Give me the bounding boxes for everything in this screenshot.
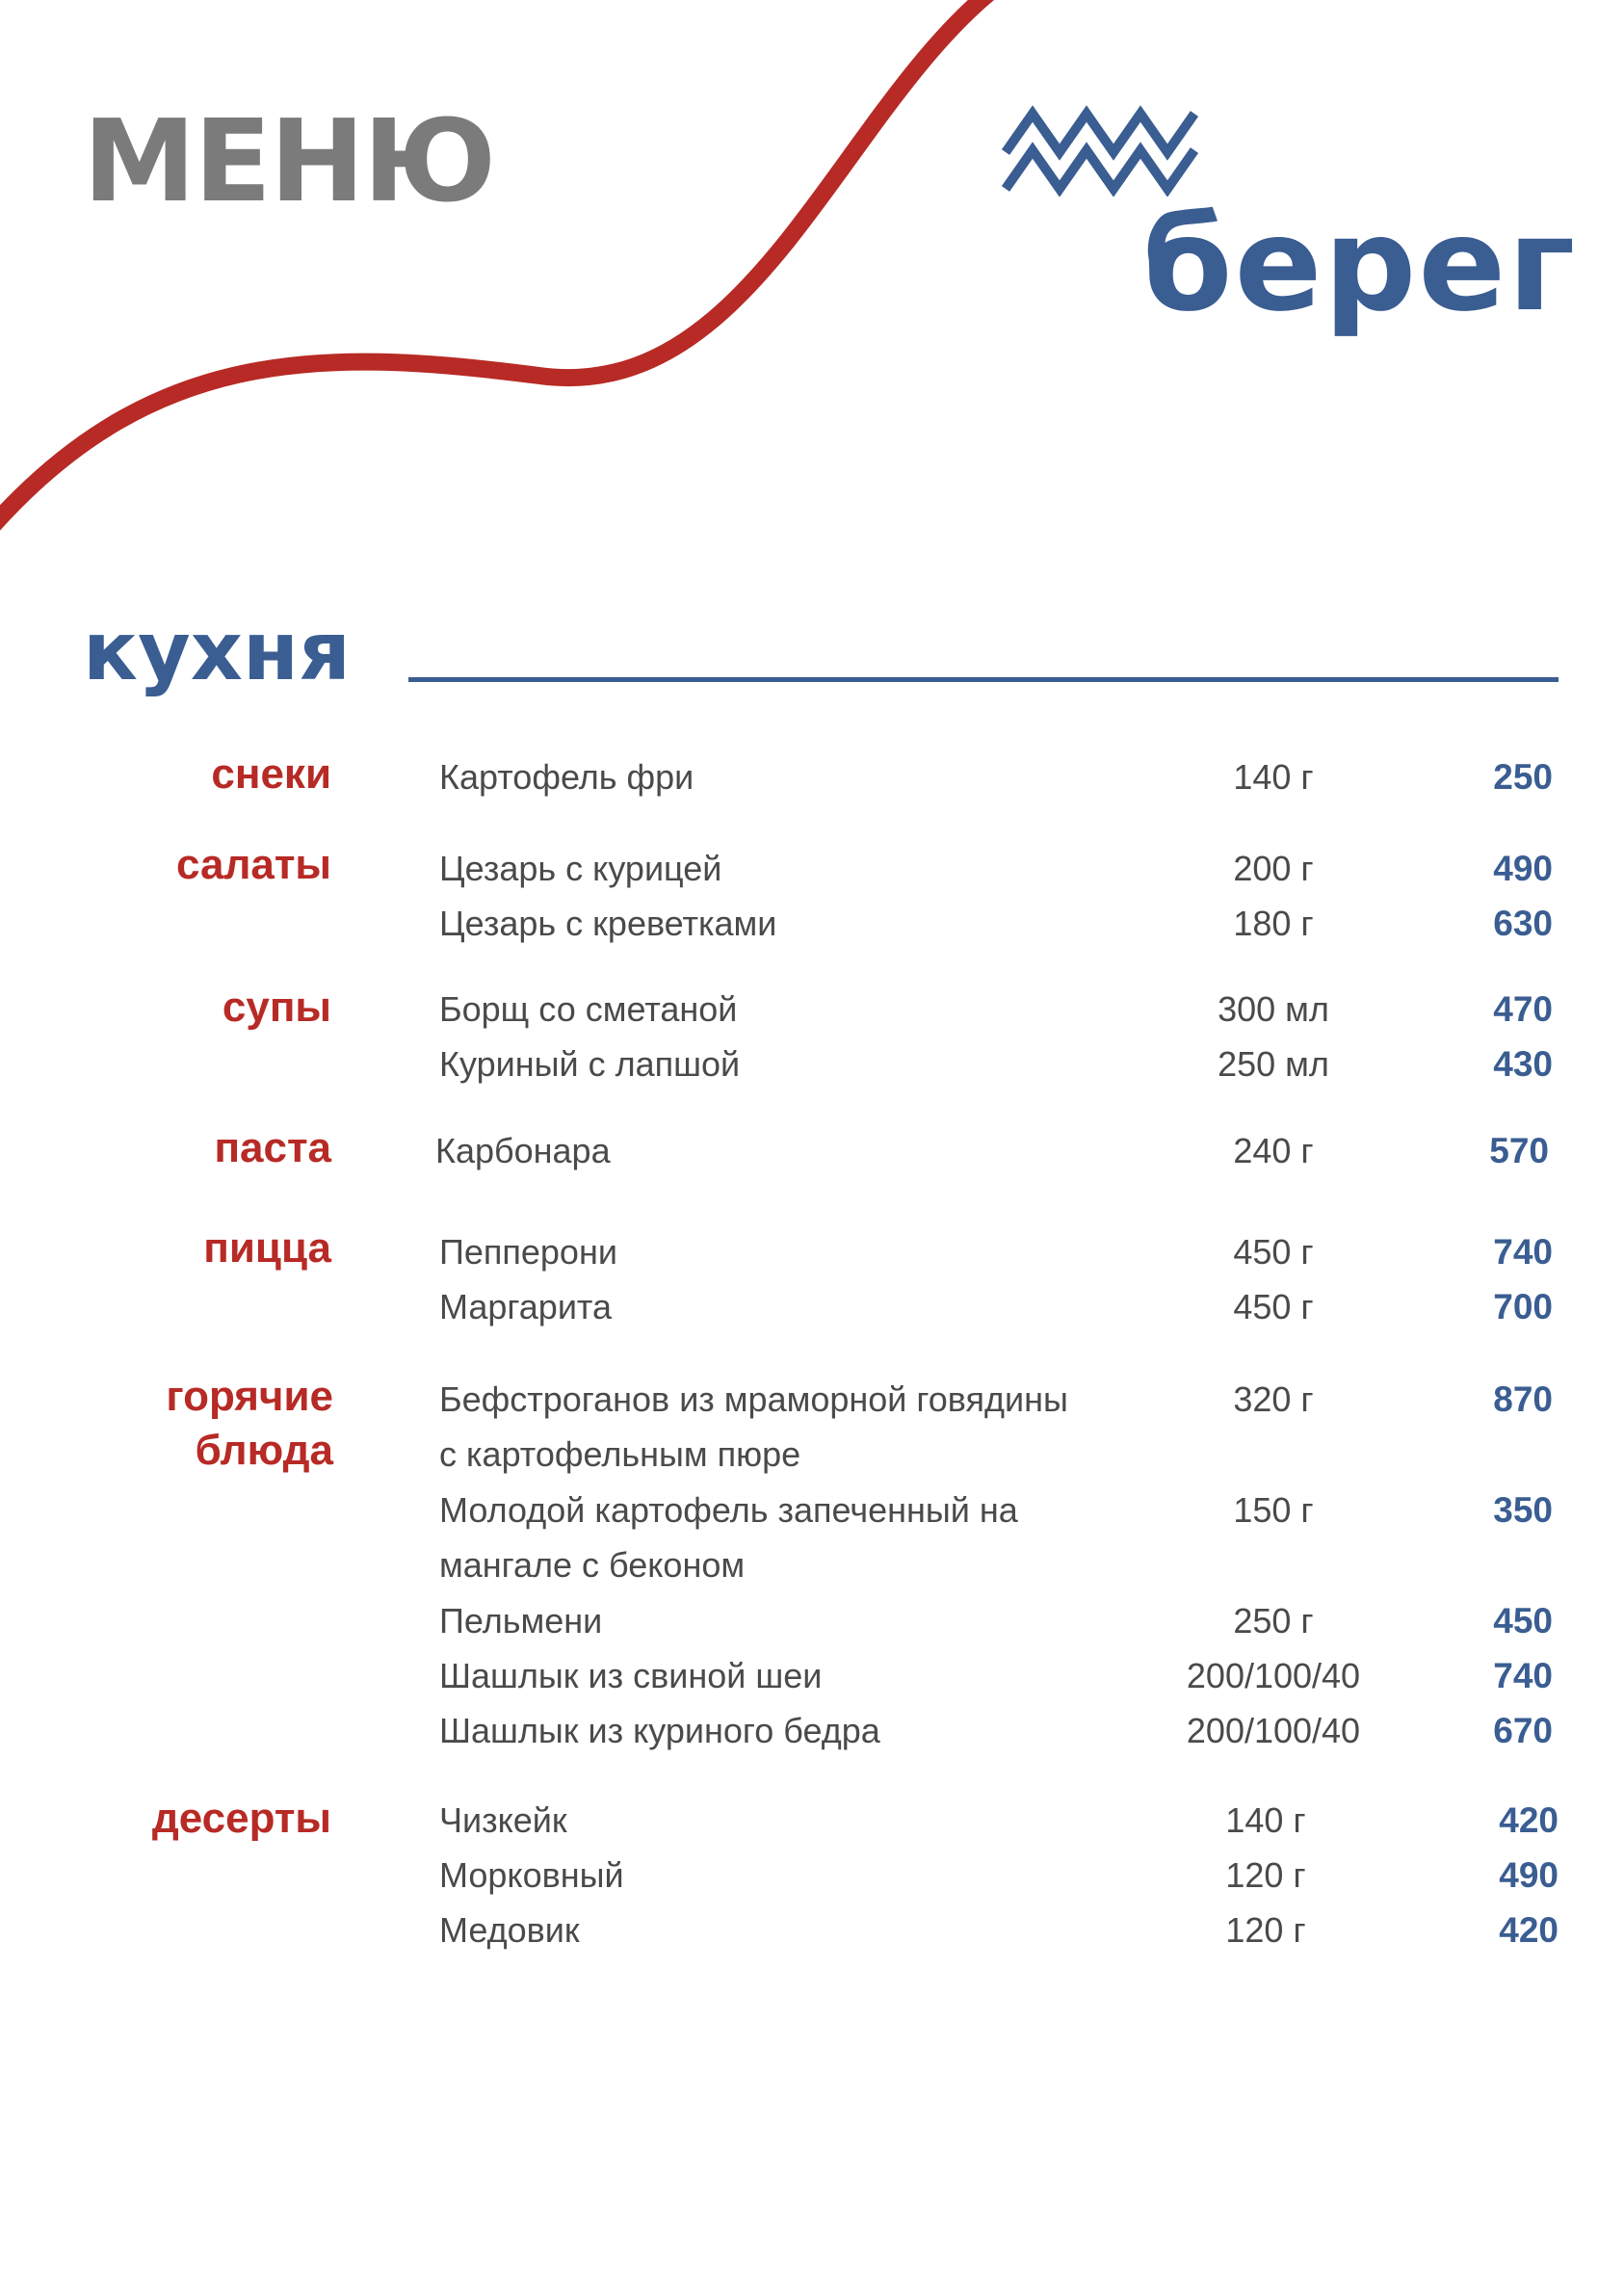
item-price: 700 <box>1493 1287 1553 1326</box>
menu-item <box>0 1372 1624 1482</box>
section-divider <box>408 677 1559 682</box>
menu-item <box>0 896 1624 951</box>
category-label: салаты <box>175 841 331 888</box>
brand-logo-text: берег <box>1142 190 1578 340</box>
item-weight: 120 г <box>1225 1910 1306 1950</box>
item-weight: 180 г <box>1233 904 1314 943</box>
item-price: 570 <box>1489 1131 1549 1170</box>
category-label: паста <box>214 1124 331 1171</box>
item-price: 740 <box>1493 1656 1553 1695</box>
item-name: Цезарь с креветками <box>439 904 777 943</box>
menu-item <box>0 1279 1624 1334</box>
category-label: горячие блюда <box>166 1373 333 1474</box>
item-weight: 240 г <box>1233 1131 1314 1170</box>
menu-item <box>0 1793 1624 1848</box>
item-weight: 450 г <box>1233 1287 1314 1326</box>
menu-item <box>0 1037 1624 1091</box>
item-name: Борщ со сметаной <box>439 989 738 1029</box>
item-price: 670 <box>1493 1711 1553 1750</box>
waves-icon <box>1000 104 1212 197</box>
item-price: 420 <box>1499 1910 1559 1950</box>
item-name: Маргарита <box>439 1287 613 1326</box>
item-name: Шашлык из куриного бедра <box>439 1711 880 1750</box>
menu-item <box>0 1903 1624 1957</box>
item-price: 430 <box>1493 1044 1553 1084</box>
menu-item <box>0 1224 1624 1279</box>
item-weight: 250 мл <box>1218 1044 1329 1084</box>
item-weight: 140 г <box>1233 757 1314 797</box>
item-name: Медовик <box>439 1910 580 1950</box>
item-weight: 200/100/40 <box>1186 1656 1361 1695</box>
section-title: кухня <box>83 604 351 698</box>
menu-item <box>0 1593 1624 1648</box>
item-name: Шашлык из свиной шеи <box>439 1656 823 1695</box>
item-price: 870 <box>1493 1379 1553 1419</box>
menu-item <box>0 1848 1624 1903</box>
item-price: 350 <box>1493 1490 1553 1530</box>
menu-item <box>0 1648 1624 1703</box>
menu-item <box>0 1123 1624 1178</box>
item-weight: 250 г <box>1233 1601 1314 1641</box>
item-price: 740 <box>1493 1232 1553 1272</box>
category-label: пицца <box>203 1224 331 1272</box>
item-weight: 140 г <box>1225 1800 1306 1840</box>
item-name: Карбонара <box>435 1131 611 1170</box>
category-label: десерты <box>151 1795 331 1842</box>
item-weight: 450 г <box>1233 1232 1314 1272</box>
item-name: Морковный <box>439 1855 624 1895</box>
item-name: Картофель фри <box>439 757 694 797</box>
item-weight: 200 г <box>1233 849 1314 888</box>
item-name: Пельмени <box>439 1601 603 1641</box>
item-name: Чизкейк <box>439 1800 567 1840</box>
item-name: Пепперони <box>439 1232 617 1272</box>
item-price: 250 <box>1493 757 1553 797</box>
item-name: Цезарь с курицей <box>439 849 722 888</box>
menu-item <box>0 749 1624 804</box>
menu-title: МЕНЮ <box>83 94 495 227</box>
item-name: Куриный с лапшой <box>439 1044 741 1084</box>
item-price: 420 <box>1499 1800 1559 1840</box>
item-price: 490 <box>1499 1855 1559 1895</box>
item-weight: 200/100/40 <box>1186 1711 1361 1750</box>
item-name-continued: мангале с беконом <box>439 1545 746 1585</box>
item-weight: 320 г <box>1233 1379 1314 1419</box>
item-name: Молодой картофель запеченный на <box>439 1490 1018 1530</box>
item-weight: 120 г <box>1225 1855 1306 1895</box>
item-weight: 150 г <box>1233 1490 1314 1530</box>
menu-item <box>0 1703 1624 1758</box>
category-label: снеки <box>211 750 331 798</box>
item-name-continued: с картофельным пюре <box>439 1434 801 1474</box>
menu-item <box>0 982 1624 1037</box>
item-price: 470 <box>1493 989 1553 1029</box>
item-name: Бефстроганов из мраморной говядины <box>439 1379 1068 1419</box>
item-price: 630 <box>1493 904 1553 943</box>
menu-item <box>0 1483 1624 1592</box>
menu-item <box>0 841 1624 896</box>
item-price: 490 <box>1493 849 1553 888</box>
item-price: 450 <box>1493 1601 1553 1641</box>
item-weight: 300 мл <box>1218 989 1329 1029</box>
category-label: супы <box>222 984 331 1031</box>
